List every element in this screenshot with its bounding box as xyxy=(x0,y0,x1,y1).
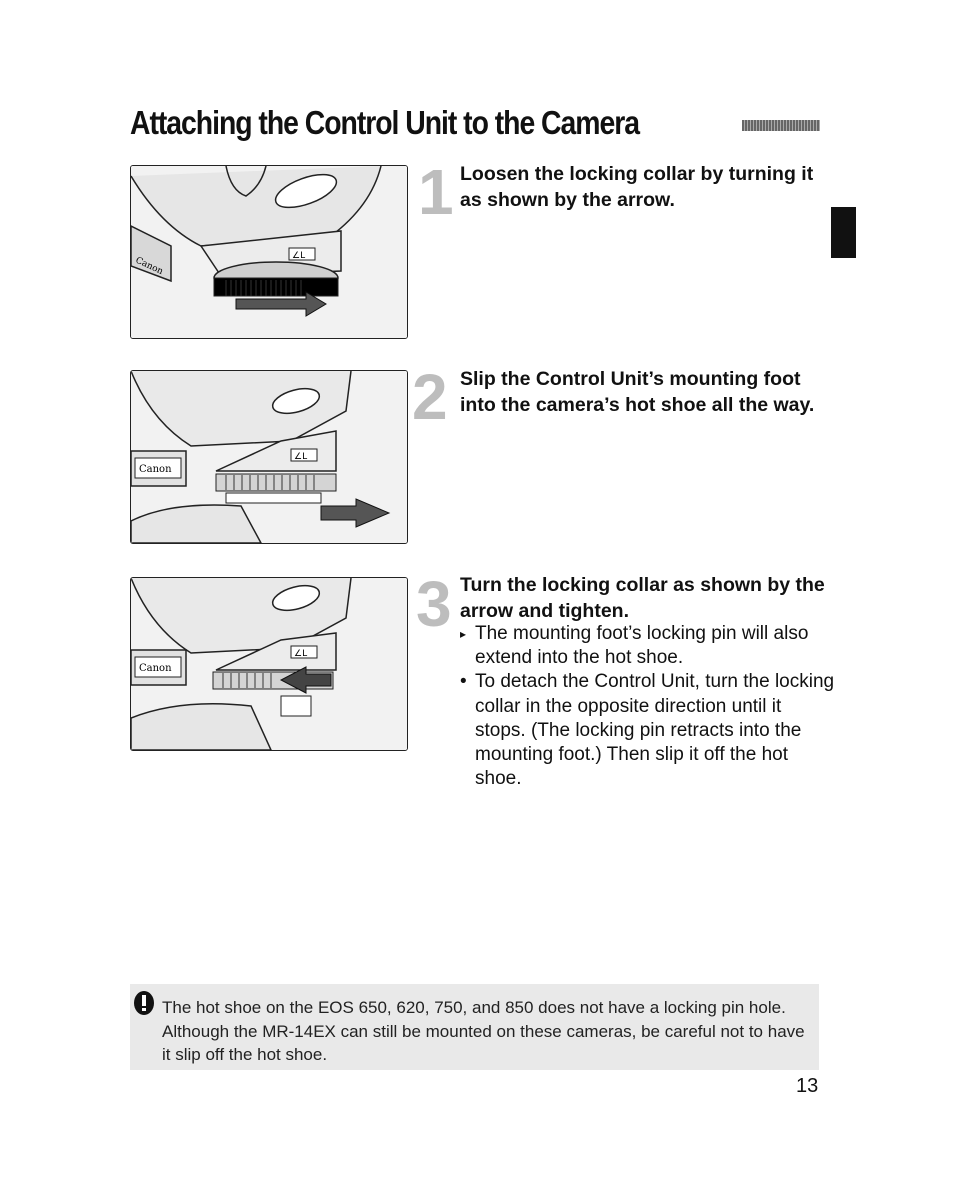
step-3-number: 3 xyxy=(416,568,450,640)
page-title: Attaching the Control Unit to the Camera xyxy=(130,104,639,141)
illus-lock-mark: ∠L xyxy=(294,452,308,462)
caution-text: The hot shoe on the EOS 650, 620, 750, and 850 does not have a locking pin hole. Although the MR-14EX can still be mounted on these cameras, be careful not to have it slip off the hot shoe. xyxy=(162,998,805,1064)
step-2-heading: Slip the Control Unit’s mounting foot into the camera’s hot shoe all the way. xyxy=(460,368,815,416)
step-3-heading: Turn the locking collar as shown by the arrow and tighten. xyxy=(460,574,825,622)
illus-brand-logo: Canon xyxy=(139,464,172,475)
bullet-text: To detach the Control Unit, turn the locking collar in the opposite direction until it stops. (The locking pin retracts into the mounting foot.) Then slip it off the hot shoe. xyxy=(475,671,835,790)
bullet-marker: ▸ xyxy=(460,627,467,641)
step-2-illustration xyxy=(130,370,408,544)
step-3-illustration xyxy=(130,577,408,751)
list-item xyxy=(460,670,835,791)
illus-lock-mark: ∠L xyxy=(294,649,308,659)
caution-icon xyxy=(133,990,155,1016)
bullet-marker: • xyxy=(460,671,467,693)
step-1-heading: Loosen the locking collar by turning it as shown by the arrow. xyxy=(460,163,814,211)
illus-brand-logo: Canon xyxy=(133,255,165,278)
step-3-bullets xyxy=(460,622,835,791)
illus-lock-mark: ∠L xyxy=(292,251,306,261)
title-rule xyxy=(742,120,820,131)
page-number: 13 xyxy=(796,1075,819,1097)
illus-brand-logo: Canon xyxy=(139,663,172,674)
chapter-edge-tab xyxy=(831,207,856,258)
list-item xyxy=(460,622,835,670)
step-2-number: 2 xyxy=(412,361,446,433)
step-1-illustration xyxy=(130,165,408,339)
bullet-text: The mounting foot’s locking pin will also extend into the hot shoe. xyxy=(475,623,809,669)
step-1-number: 1 xyxy=(418,156,452,228)
